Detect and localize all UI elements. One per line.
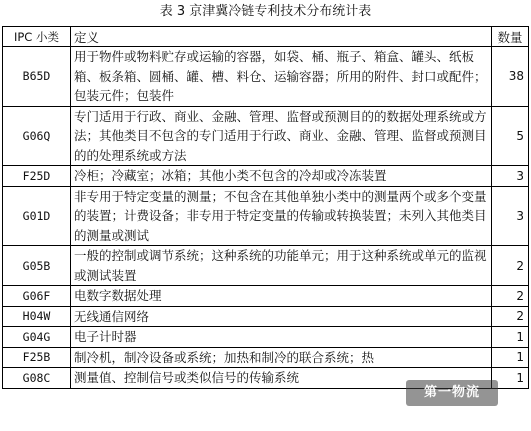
table-row [3, 246, 529, 286]
ipc-code: G04G [3, 327, 71, 348]
ipc-code: G01D [3, 186, 71, 246]
count: 1 [492, 368, 529, 389]
definition: 无线通信网络 [71, 306, 492, 327]
definition: 制冷机，制冷设备或系统；加热和制冷的联合系统；热 [71, 347, 492, 368]
ipc-code: F25D [3, 166, 71, 187]
ipc-code: B65D [3, 47, 71, 107]
header-count: 数量 [492, 27, 529, 47]
count: 1 [492, 327, 529, 348]
count: 3 [492, 166, 529, 187]
count: 3 [492, 186, 529, 246]
ipc-code: H04W [3, 306, 71, 327]
header-row [3, 27, 529, 47]
count: 2 [492, 286, 529, 307]
count: 38 [492, 47, 529, 107]
table-row [3, 327, 529, 348]
ipc-code: G05B [3, 246, 71, 286]
table-row [3, 186, 529, 246]
table-row [3, 166, 529, 187]
ipc-code: G06F [3, 286, 71, 307]
count: 1 [492, 347, 529, 368]
count: 2 [492, 246, 529, 286]
patent-distribution-table [2, 26, 529, 389]
definition: 专门适用于行政、商业、金融、管理、监督或预测目的的数据处理系统或方法；其他类目不包含的专门适用于行政、商业、金融、管理、监督或预测目的的处理系统或方法 [71, 106, 492, 166]
definition: 非专用于特定变量的测量；不包含在其他单独小类中的测量两个或多个变量的装置；计费设备；非专用于特定变量的传输或转换装置；未列入其他类目的测量或测试 [71, 186, 492, 246]
count: 2 [492, 306, 529, 327]
ipc-code: G08C [3, 368, 71, 389]
definition: 电数字数据处理 [71, 286, 492, 307]
header-definition: 定义 [71, 27, 492, 47]
definition: 一般的控制或调节系统；这种系统的功能单元；用于这种系统或单元的监视或测试装置 [71, 246, 492, 286]
count: 5 [492, 106, 529, 166]
table-title: 表 3 京津冀冷链专利技术分布统计表 [159, 4, 372, 19]
definition: 用于物件或物料贮存或运输的容器，如袋、桶、瓶子、箱盒、罐头、纸板箱、板条箱、圆桶、罐、槽、料仓、运输容器；所用的附件、封口或配件；包装元件；包装件 [71, 47, 492, 107]
watermark-logo: 第一物流 [406, 380, 498, 406]
header-ipc: IPC 小类 [3, 27, 71, 47]
definition: 冷柜；冷藏室；冰箱；其他小类不包含的冷却或冷冻装置 [71, 166, 492, 187]
table-row [3, 47, 529, 107]
table-row [3, 347, 529, 368]
definition: 电子计时器 [71, 327, 492, 348]
table-row [3, 306, 529, 327]
definition: 测量值、控制信号或类似信号的传输系统 [71, 368, 492, 389]
table-row [3, 286, 529, 307]
ipc-code: G06Q [3, 106, 71, 166]
table-row [3, 106, 529, 166]
ipc-code: F25B [3, 347, 71, 368]
